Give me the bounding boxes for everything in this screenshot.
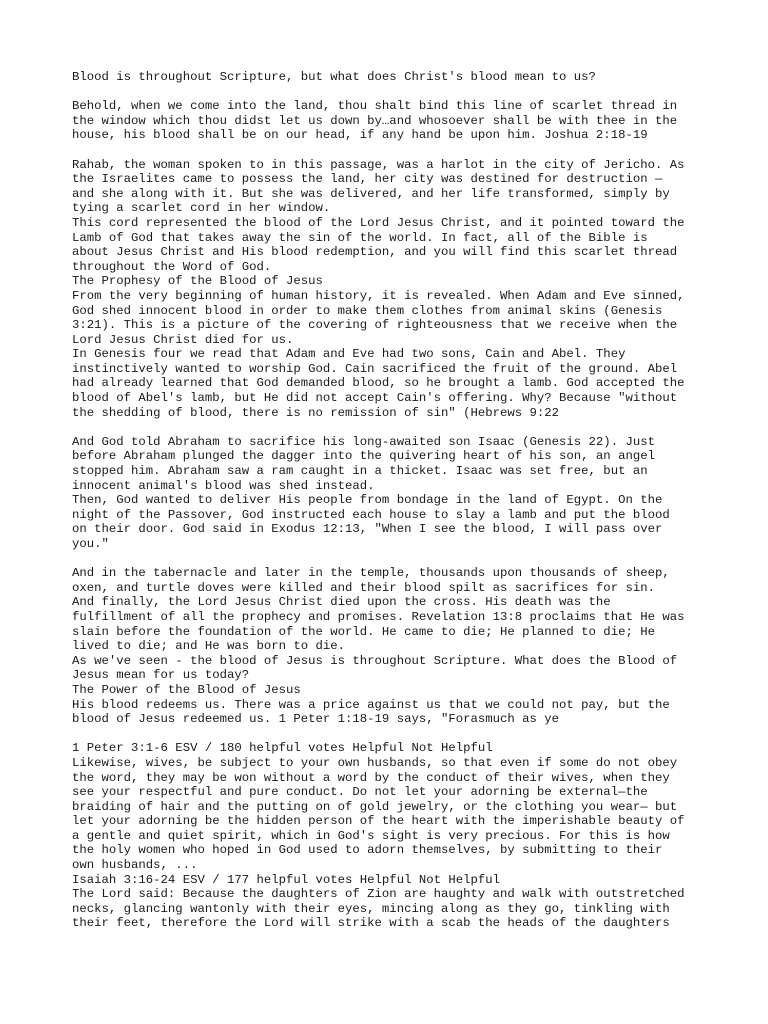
text-line: God shed innocent blood in order to make them clothes from animal skins (Genesis [72,303,663,318]
text-line: let your adorning be the hidden person of the heart with the imperishable beauty of [72,814,685,829]
text-line: As we've seen - the blood of Jesus is throughout Scripture. What does the Blood of [72,653,678,668]
text-line: Jesus mean for us today? [72,668,250,683]
text-line: tying a scarlet cord in her window. [72,201,331,216]
text-line: blood of Jesus redeemed us. 1 Peter 1:18-19 says, "Forasmuch as ye [72,712,560,727]
text-line: necks, glancing wantonly with their eyes, mincing along as they go, tinkling with [72,901,670,916]
text-line: And finally, the Lord Jesus Christ died upon the cross. His death was the [72,595,611,610]
text-line: and she along with it. But she was delivered, and her life transformed, simply by [72,186,670,201]
text-line: night of the Passover, God instructed each house to slay a lamb and put the blood [72,507,670,522]
text-line: In Genesis four we read that Adam and Eve had two sons, Cain and Abel. They [72,347,626,362]
text-line: a gentle and quiet spirit, which in God's sight is very precious. For this is how [72,828,670,843]
text-line: the Israelites came to possess the land, her city was destined for destruction — [72,172,663,187]
text-line: lived to die; and He was born to die. [72,639,346,654]
text-line: Lord Jesus Christ died for us. [72,332,294,347]
text-line: 1 Peter 3:1-6 ESV / 180 helpful votes Helpful Not Helpful [72,741,493,756]
blank-line [72,727,712,742]
text-line: Rahab, the woman spoken to in this passage, was a harlot in the city of Jericho. As [72,157,685,172]
text-line: braiding of hair and the putting on of gold jewelry, or the clothing you wear— but [72,799,678,814]
text-line: stopped him. Abraham saw a ram caught in a thicket. Isaac was set free, but an [72,464,648,479]
text-line: Behold, when we come into the land, thou shalt bind this line of scarlet thread in [72,99,678,114]
text-line: the holy women who hoped in God used to adorn themselves, by submitting to their [72,843,663,858]
text-line: And in the tabernacle and later in the temple, thousands upon thousands of sheep, [72,566,670,581]
text-line: From the very beginning of human history, it is revealed. When Adam and Eve sinned, [72,288,685,303]
text-line: Then, God wanted to deliver His people from bondage in the land of Egypt. On the [72,493,663,508]
text-line: Isaiah 3:16-24 ESV / 177 helpful votes Helpful Not Helpful [72,872,501,887]
text-line: own husbands, ... [72,858,198,873]
text-line: Blood is throughout Scripture, but what does Christ's blood mean to us? [72,70,596,84]
text-line: about Jesus Christ and His blood redemption, and you will find this scarlet thread [72,245,678,260]
text-line: you." [72,537,109,551]
document-page [72,70,712,931]
text-line: house, his blood shall be on our head, if any hand be upon him. Joshua 2:18-19 [72,128,648,143]
text-line: the shedding of blood, there is no remission of sin" (Hebrews 9:22 [72,405,560,420]
blank-line [72,85,712,100]
text-line: blood of Abel's lamb, but He did not accept Cain's offering. Why? Because "without [72,391,678,406]
text-line: oxen, and turtle doves were killed and their blood spilt as sacrifices for sin. [72,580,655,595]
text-line: Lamb of God that takes away the sin of the world. In fact, all of the Bible is [72,230,648,245]
text-line: fulfillment of all the prophecy and promises. Revelation 13:8 proclaims that He was [72,609,685,624]
text-line: throughout the Word of God. [72,259,272,274]
text-line: their feet, therefore the Lord will strike with a scab the heads of the daughters [72,916,670,931]
text-line: the word, they may be won without a word by the conduct of their wives, when they [72,770,670,785]
text-line: on their door. God said in Exodus 12:13, "When I see the blood, I will pass over [72,522,663,537]
text-line: instinctively wanted to worship God. Cain sacrificed the fruit of the ground. Abel [72,361,678,376]
text-line: the window which thou didst let us down by…and whosoever shall be with thee in the [72,113,678,128]
blank-line [72,143,712,158]
text-line: The Prophesy of the Blood of Jesus [72,274,323,289]
text-line: The Lord said: Because the daughters of Zion are haughty and walk with outstretched [72,887,685,902]
text-line: 3:21). This is a picture of the covering of righteousness that we receive when the [72,318,678,333]
blank-line [72,552,712,567]
text-line: The Power of the Blood of Jesus [72,682,301,697]
text-line: Likewise, wives, be subject to your own husbands, so that even if some do not obey [72,755,678,770]
text-line: And God told Abraham to sacrifice his long-awaited son Isaac (Genesis 22). Just [72,434,655,449]
text-line: slain before the foundation of the world. He came to die; He planned to die; He [72,624,655,639]
text-line: had already learned that God demanded blood, so he brought a lamb. God accepted the [72,376,685,391]
text-line: see your respectful and pure conduct. Do not let your adorning be external—the [72,785,648,800]
blank-line [72,420,712,435]
text-line: before Abraham plunged the dagger into the quivering heart of his son, an angel [72,449,655,464]
text-line: innocent animal's blood was shed instead. [72,478,375,493]
text-line: This cord represented the blood of the Lord Jesus Christ, and it pointed toward the [72,215,685,230]
text-line: His blood redeems us. There was a price against us that we could not pay, but the [72,697,670,712]
